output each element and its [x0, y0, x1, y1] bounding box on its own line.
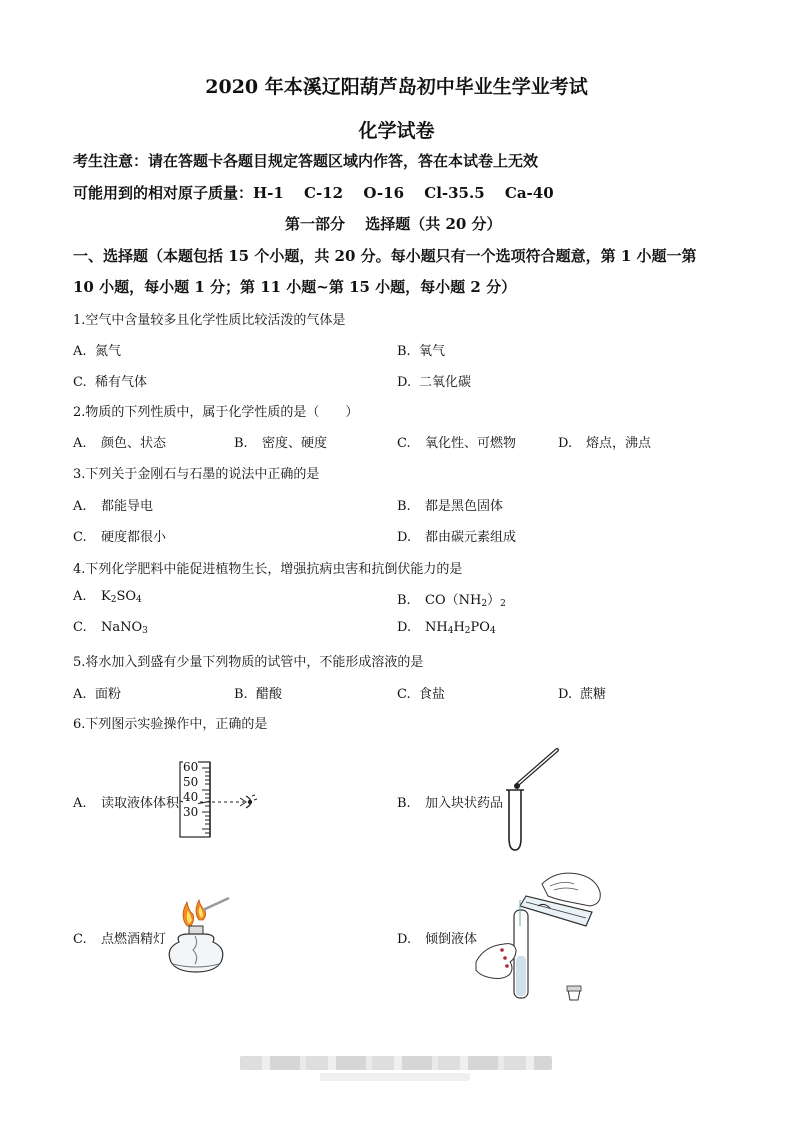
question-3-option-b[interactable]: B. 都是黑色固体 [397, 499, 504, 514]
cylinder-tick-30: 30 [183, 805, 199, 819]
question-5-stem: 5.将水加入到盛有少量下列物质的试管中，不能形成溶液的是 [73, 655, 424, 670]
pouring-liquid-figure [474, 866, 614, 1006]
question-6-option-a[interactable]: A. 读取液体体积 [73, 796, 180, 811]
question-6-option-d[interactable]: D. 倾倒液体 [397, 932, 478, 947]
question-2-option-a[interactable]: A. 颜色、状态 [73, 436, 167, 451]
question-4-option-b[interactable]: B. $CO(NH_2)_2$ [397, 593, 506, 609]
watermark-line [320, 1073, 470, 1081]
exam-title: 2020 年本溪辽阳葫芦岛初中毕业生学业考试 [205, 76, 588, 98]
exam-subtitle: 化学试卷 [358, 120, 435, 142]
cylinder-tick-50: 50 [183, 775, 199, 789]
part1-heading: 第一部分 选择题（共 20 分） [285, 215, 502, 233]
question-4-option-c[interactable]: C. NaNO$_3$ [73, 620, 148, 636]
question-5-option-b[interactable]: B. 醋酸 [234, 687, 283, 702]
question-4-option-d[interactable]: D. $NH_4H_2PO_4$ [397, 620, 496, 636]
question-3-option-c[interactable]: C. 硬度都很小 [73, 530, 167, 545]
question-1-option-a[interactable]: A. 氮气 [73, 344, 122, 359]
question-5-option-c[interactable]: C. 食盐 [397, 687, 446, 702]
atomic-masses: 可能用到的相对原子质量：H-1 C-12 O-16 Cl-35.5 Ca-40 [73, 184, 554, 202]
question-6-stem: 6.下列图示实验操作中，正确的是 [73, 717, 268, 732]
part1-instructions-line1: 一、选择题（本题包括 15 个小题，共 20 分。每小题只有一个选项符合题意，第 1 小题一第 [73, 247, 697, 265]
eye-icon [246, 795, 257, 808]
question-2-option-c[interactable]: C. 氧化性、可燃物 [397, 436, 517, 451]
question-5-option-a[interactable]: A. 面粉 [73, 687, 122, 702]
question-3-option-d[interactable]: D. 都由碳元素组成 [397, 530, 517, 545]
alcohol-lamp-figure [165, 890, 237, 978]
question-5-option-d[interactable]: D. 蔗糖 [558, 687, 607, 702]
exam-notice: 考生注意：请在答题卡各题目规定答题区域内作答，答在本试卷上无效 [73, 152, 539, 170]
question-1-option-b[interactable]: B. 氧气 [397, 344, 446, 359]
question-3-option-a[interactable]: A. 都能导电 [73, 499, 154, 514]
watermark [240, 1056, 552, 1070]
question-1-option-d[interactable]: D. 二氧化碳 [397, 375, 472, 390]
cylinder-tick-60: 60 [183, 760, 199, 774]
question-3-stem: 3.下列关于金刚石与石墨的说法中正确的是 [73, 467, 320, 482]
question-6-option-c[interactable]: C. 点燃酒精灯 [73, 932, 167, 947]
question-1-stem: 1.空气中含量较多且化学性质比较活泼的气体是 [73, 313, 346, 328]
question-1-option-c[interactable]: C. 稀有气体 [73, 375, 148, 390]
question-2-option-b[interactable]: B. 密度、硬度 [234, 436, 328, 451]
cylinder-tick-40: 40 [183, 790, 199, 804]
cylinder-tick-labels [183, 760, 198, 820]
question-4-stem: 4.下列化学肥料中能促进植物生长，增强抗病虫害和抗倒伏能力的是 [73, 562, 463, 577]
question-2-stem: 2.物质的下列性质中，属于化学性质的是（ ） [73, 405, 359, 420]
question-4-option-a[interactable]: A. $K_2SO_4$ [73, 589, 142, 605]
test-tube-tweezers-figure [503, 742, 563, 854]
question-6-option-b[interactable]: B. 加入块状药品 [397, 796, 504, 811]
question-2-option-d[interactable]: D. 熔点，沸点 [558, 436, 652, 451]
part1-instructions-line2: 10 小题，每小题 1 分；第 11 小题~第 15 小题，每小题 2 分） [73, 278, 517, 296]
